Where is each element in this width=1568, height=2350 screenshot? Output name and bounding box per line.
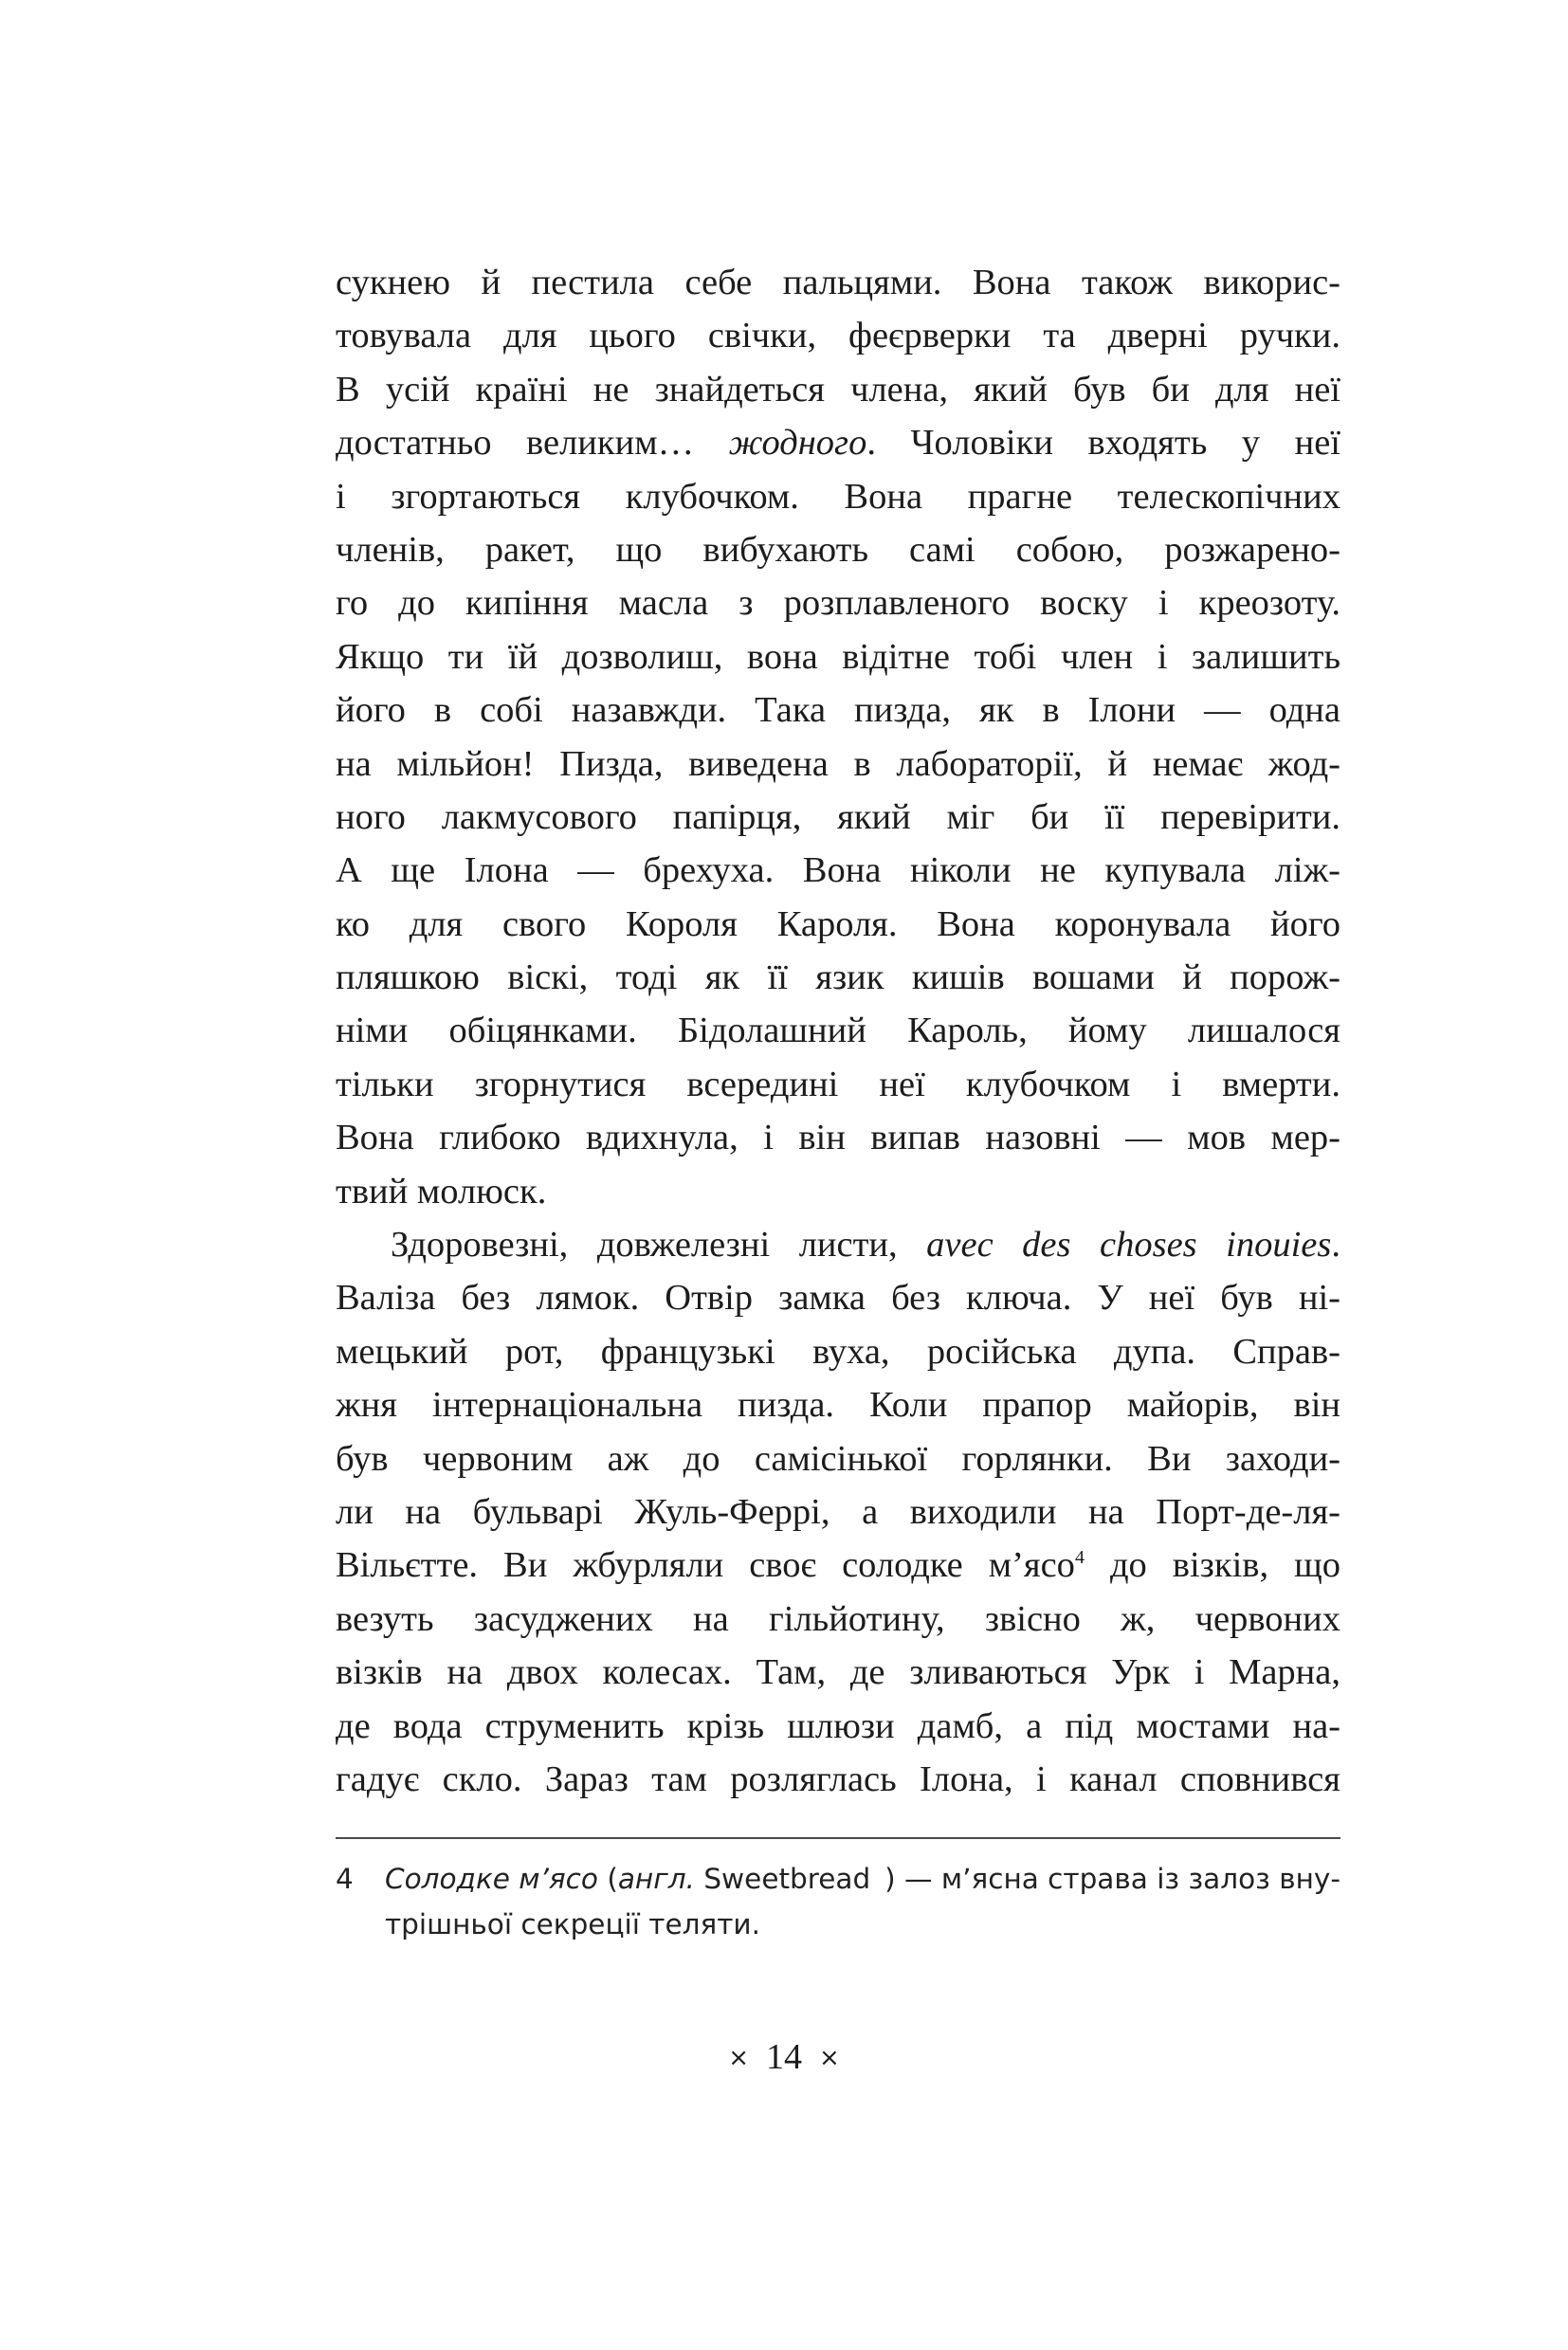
footnote-term: Солодке м’ясо [385, 1863, 598, 1895]
footnote-number: 4 Солодке м’ясо (англ. Sweetbread [336, 1863, 871, 1895]
text-line: візків на двох колесах. Там, де зливаються Урк і Марна, [336, 1652, 1340, 1693]
footnote-reference: 4 [1074, 1547, 1085, 1569]
text-run: достатньо великим… [336, 423, 729, 464]
footnote [336, 1856, 1340, 1947]
footnote-line [336, 1856, 1340, 1902]
text-line: ного лакмусового папірця, який міг би її перевірити. [336, 796, 1340, 837]
text-line [336, 416, 1340, 469]
text-line: на мільйон! Пизда, виведена в лабораторії, й немає жод- [336, 743, 1340, 784]
footnote-original: Sweetbread [703, 1863, 871, 1895]
text-line: А ще Ілона — брехуха. Вона ніколи не купувала ліж- [336, 850, 1340, 891]
text-run: . [1331, 1225, 1340, 1266]
text-line: був червоним аж до самісінької горлянки. Ви заходи- [336, 1438, 1340, 1479]
text-line [336, 1539, 1340, 1592]
ornament-right-icon: × [819, 2044, 840, 2072]
text-line: мецький рот, французькі вуха, російська дупа. Справ- [336, 1331, 1340, 1372]
text-line: В усій країні не знайдеться члена, який був би для неї [336, 369, 1340, 410]
text-line: жня інтернаціональна пизда. Коли прапор майорів, він [336, 1385, 1340, 1426]
footnote-line: трішньої секреції теляти. [385, 1908, 760, 1940]
page-number-value: 14 [766, 2037, 802, 2077]
text-line: Вона глибоко вдихнула, і він випав назовні — мов мер- [336, 1118, 1340, 1158]
text-line: товувала для цього свічки, феєрверки та дверні ручки. [336, 316, 1340, 356]
text-line: німи обіцянками. Бідолашний Кароль, йому лишалося [336, 1011, 1340, 1051]
text-line: членів, ракет, що вибухають самі собою, розжарено- [336, 529, 1340, 570]
text-line: Валіза без лямок. Отвір замка без ключа. У неї був ні- [336, 1278, 1340, 1319]
text-run: Вільєтте. Ви жбурляли своє солодке м’ясо [336, 1545, 1075, 1586]
paragraph-end-line: твий молюск. [336, 1171, 547, 1211]
text-line: його в собі назавжди. Така пизда, як в Ілони — одна [336, 690, 1340, 731]
text-line: ко для свого Короля Кароля. Вона коронувала його [336, 903, 1340, 944]
text-line: ли на бульварі Жуль-Феррі, а виходили на Порт-де-ля- [336, 1491, 1340, 1532]
footnote-separator [336, 1837, 1340, 1839]
text-line: Якщо ти їй дозволиш, вона відітне тобі член і залишить [336, 636, 1340, 677]
text-run: Здоровезні, довжелезні листи, [391, 1225, 927, 1266]
text-line: сукнею й пестила себе пальцями. Вона також викорис- [336, 263, 1340, 302]
ornament-left-icon: × [728, 2044, 749, 2072]
text-line: везуть засуджених на гільйотину, звісно ж, червоних [336, 1598, 1340, 1639]
main-text [336, 256, 1340, 1806]
italic-text: жодного [728, 423, 867, 464]
text-run: . Чоловіки входять у неї [866, 423, 1340, 464]
text-line: го до кипіння масла з розплавленого воску і креозоту. [336, 583, 1340, 624]
footnote-definition: ) — м’ясна страва із залоз вну- [884, 1863, 1340, 1895]
text-line: де вода струменить крізь шлюзи дамб, а під мостами на- [336, 1705, 1340, 1746]
italic-text: avec des choses inouies [926, 1225, 1332, 1266]
text-line: гадує скло. Зараз там розляглась Ілона, і канал сповнився [336, 1758, 1340, 1799]
text-line: пляшкою віскі, тоді як її язик кишів вошами й порож- [336, 957, 1340, 998]
text-run: до візків, що [1084, 1545, 1340, 1586]
paragraph-first-line [336, 1218, 1340, 1271]
footnote-lang: англ. [617, 1863, 695, 1895]
text-line: і згортаються клубочком. Вона прагне телескопічних [336, 476, 1340, 517]
page-number [0, 2036, 1568, 2078]
text-line: тільки згорнутися всередині неї клубочком і вмерти. [336, 1064, 1340, 1104]
